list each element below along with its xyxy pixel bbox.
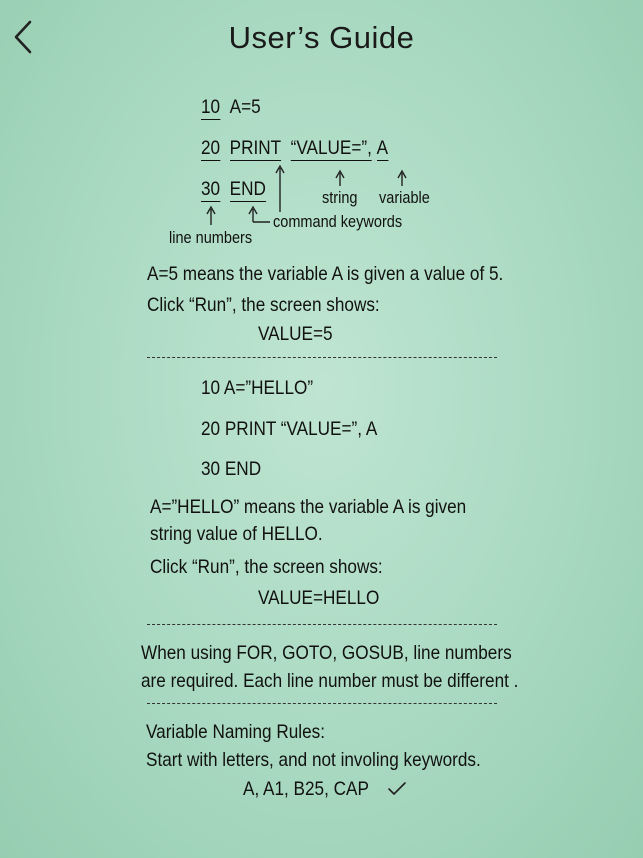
valid-names: A, A1, B25, CAP xyxy=(243,778,369,800)
code-statement: A=5 xyxy=(229,96,261,118)
divider xyxy=(147,703,497,704)
example2-output: VALUE=HELLO xyxy=(258,587,380,609)
divider xyxy=(147,624,497,625)
command-keyword: PRINT xyxy=(229,137,282,159)
string-literal: “VALUE=”, xyxy=(290,137,372,159)
divider xyxy=(147,357,497,358)
example1-run-text: Click “Run”, the screen shows: xyxy=(147,294,380,316)
line-number-note-cont: are required. Each line number must be different . xyxy=(141,670,519,692)
code-line-3: 30 END xyxy=(201,458,262,480)
naming-rules-text: Start with letters, and not involing keywords. xyxy=(146,749,481,771)
example2-explanation: A=”HELLO” means the variable A is given xyxy=(150,496,467,518)
code-line-2: 20 PRINT “VALUE=”, A xyxy=(201,418,378,440)
line-number: 20 xyxy=(201,137,221,159)
line-number-note: When using FOR, GOTO, GOSUB, line numbers xyxy=(141,642,512,664)
code-line-2 xyxy=(201,139,388,159)
code-line-3 xyxy=(201,180,266,200)
line-number: 30 xyxy=(201,178,221,200)
checkmark-icon xyxy=(387,781,407,797)
variable-label: variable xyxy=(379,189,430,207)
code-line-1: 10 A=”HELLO” xyxy=(201,377,314,399)
line-number: 10 xyxy=(201,96,221,118)
naming-rules-heading: Variable Naming Rules: xyxy=(146,721,325,743)
example2-run-text: Click “Run”, the screen shows: xyxy=(150,556,383,578)
example1-explanation: A=5 means the variable A is given a value of 5. xyxy=(147,263,504,285)
code-line-1 xyxy=(201,98,261,118)
command-keyword: END xyxy=(229,178,266,200)
command-keywords-label: command keywords xyxy=(273,213,403,231)
example1-output: VALUE=5 xyxy=(258,323,333,345)
example2-explanation-cont: string value of HELLO. xyxy=(150,523,323,545)
line-numbers-label: line numbers xyxy=(169,229,253,247)
naming-rules-examples xyxy=(243,780,369,800)
variable-name: A xyxy=(376,137,389,159)
page-title: User’s Guide xyxy=(228,20,415,55)
string-label: string xyxy=(322,189,358,207)
